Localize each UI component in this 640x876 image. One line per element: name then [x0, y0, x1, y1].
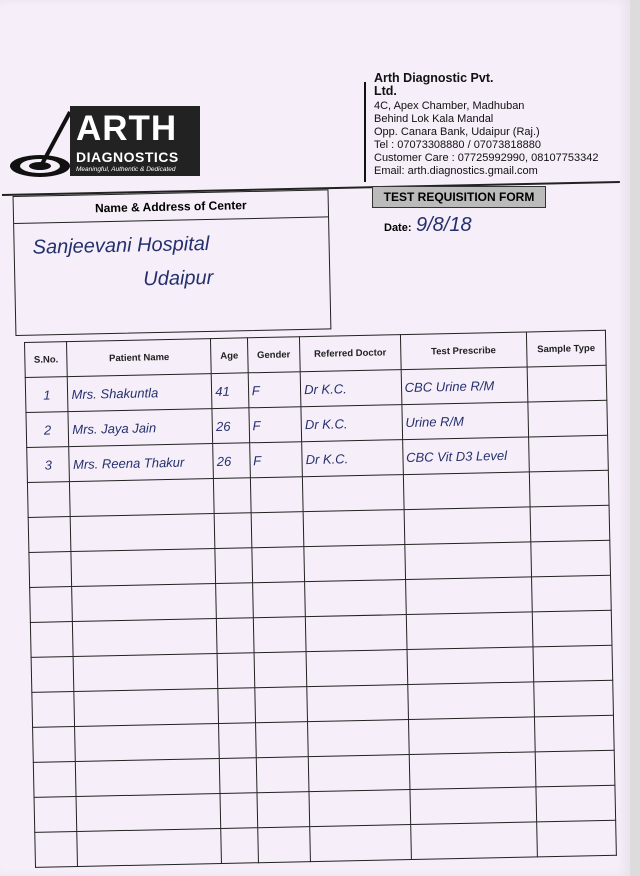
- table-cell: [217, 618, 254, 654]
- table-cell: [74, 689, 218, 727]
- date-value: 9/8/18: [416, 214, 472, 236]
- table-cell: [536, 820, 616, 857]
- header-divider: [364, 82, 366, 182]
- table-cell: [409, 752, 536, 790]
- date-label: Date:: [384, 222, 412, 234]
- table-cell: [71, 549, 215, 587]
- table-cell: [77, 828, 221, 866]
- table-cell: [531, 575, 611, 612]
- table-cell: [533, 645, 613, 682]
- table-cell: [28, 517, 71, 553]
- table-cell: [250, 477, 303, 513]
- table-cell: [305, 615, 406, 652]
- column-header: Sample Type: [526, 330, 606, 367]
- table-cell: [256, 757, 309, 793]
- table-cell: [33, 762, 76, 798]
- center-header: Name & Address of Center: [14, 190, 328, 224]
- table-cell: [305, 580, 406, 617]
- patient-table: [24, 330, 617, 868]
- company-address: Arth Diagnostic Pvt. Ltd. 4C, Apex Chamber, Madhuban Behind Lok Kala Mandal Opp. Canara Bank, Udaipur (Raj.) Tel : 07073308880 / 07073818880 Customer Care : 07725992990, 08107753342 Email: arth.diagnostics.gmail.com: [374, 71, 599, 177]
- table-cell: [32, 692, 75, 728]
- table-cell: [31, 657, 74, 693]
- table-cell: [528, 400, 608, 437]
- table-cell: [531, 540, 611, 577]
- table-cell: [35, 831, 78, 867]
- table-cell: [535, 750, 615, 787]
- table-cell: [257, 827, 310, 863]
- table-cell: [306, 650, 407, 687]
- table-cell: [308, 755, 409, 792]
- column-header: Age: [211, 338, 248, 374]
- table-cell: [534, 715, 614, 752]
- table-cell: CBC Urine R/M: [401, 367, 528, 405]
- table-cell: [34, 797, 77, 833]
- table-cell: [407, 682, 534, 720]
- table-cell: [257, 792, 310, 828]
- table-cell: [253, 617, 306, 653]
- table-cell: [254, 652, 307, 688]
- center-name: Sanjeevani Hospital: [32, 232, 210, 259]
- table-cell: 41: [211, 373, 248, 409]
- table-cell: [72, 584, 216, 622]
- table-cell: F: [249, 442, 302, 478]
- column-header: S.No.: [25, 342, 68, 378]
- table-cell: [307, 685, 408, 722]
- table-cell: 1: [25, 377, 68, 413]
- table-cell: [410, 787, 537, 825]
- table-cell: [404, 542, 531, 580]
- table-cell: [251, 512, 304, 548]
- table-cell: [410, 822, 537, 860]
- table-cell: 2: [26, 412, 69, 448]
- table-cell: CBC Vit D3 Level: [402, 437, 529, 475]
- table-cell: Dr K.C.: [302, 440, 403, 477]
- table-cell: [405, 577, 532, 615]
- table-cell: [217, 653, 254, 689]
- table-cell: Dr K.C.: [301, 405, 402, 442]
- table-cell: Mrs. Reena Thakur: [69, 444, 213, 482]
- table-cell: [75, 724, 219, 762]
- table-cell: [406, 612, 533, 650]
- table-cell: [216, 583, 253, 619]
- table-cell: [74, 654, 218, 692]
- table-cell: Urine R/M: [402, 402, 529, 440]
- table-cell: [407, 647, 534, 685]
- column-header: Test Prescribe: [400, 332, 527, 370]
- table-cell: [214, 513, 251, 549]
- table-cell: Mrs. Jaya Jain: [68, 409, 212, 447]
- table-cell: Dr K.C.: [300, 370, 401, 407]
- table-cell: [30, 622, 73, 658]
- center-city: Udaipur: [143, 266, 214, 291]
- table-cell: [304, 545, 405, 582]
- table-cell: [214, 478, 251, 514]
- table-cell: [404, 507, 531, 545]
- table-cell: [536, 785, 616, 822]
- table-cell: 3: [27, 447, 70, 483]
- table-cell: [533, 680, 613, 717]
- center-address-box: [13, 189, 332, 336]
- table-cell: [30, 587, 73, 623]
- table-cell: [532, 610, 612, 647]
- brand-logo: ARTH DIAGNOSTICS Meaningful, Authentic & Dedicated: [70, 106, 200, 176]
- table-cell: F: [249, 407, 302, 443]
- table-cell: [219, 723, 256, 759]
- form-title: TEST REQUISITION FORM: [372, 186, 546, 208]
- table-cell: F: [248, 372, 301, 408]
- table-cell: [73, 619, 217, 657]
- table-cell: [219, 758, 256, 794]
- table-cell: [221, 828, 258, 864]
- table-cell: [530, 505, 610, 542]
- column-header: Patient Name: [67, 339, 211, 377]
- table-cell: [215, 548, 252, 584]
- table-cell: [303, 510, 404, 547]
- table-cell: [310, 825, 411, 862]
- table-cell: 26: [213, 443, 250, 479]
- table-cell: [302, 475, 403, 512]
- table-cell: [255, 722, 308, 758]
- table-cell: [308, 720, 409, 757]
- table-cell: [70, 479, 214, 517]
- table-cell: [254, 687, 307, 723]
- table-cell: [76, 758, 220, 796]
- table-cell: [71, 514, 215, 552]
- table-cell: 26: [212, 408, 249, 444]
- table-cell: [252, 547, 305, 583]
- table-cell: [527, 365, 607, 402]
- column-header: Gender: [247, 337, 300, 373]
- table-cell: [27, 482, 70, 518]
- table-cell: [33, 727, 76, 763]
- table-cell: [408, 717, 535, 755]
- table-cell: [76, 793, 220, 831]
- table-cell: Mrs. Shakuntla: [68, 374, 212, 412]
- table-cell: [220, 793, 257, 829]
- table-cell: [29, 552, 72, 588]
- column-header: Referred Doctor: [300, 335, 401, 372]
- table-cell: [252, 582, 305, 618]
- table-cell: [529, 470, 609, 507]
- table-cell: [528, 435, 608, 472]
- table-cell: [218, 688, 255, 724]
- table-cell: [309, 790, 410, 827]
- table-cell: [403, 472, 530, 510]
